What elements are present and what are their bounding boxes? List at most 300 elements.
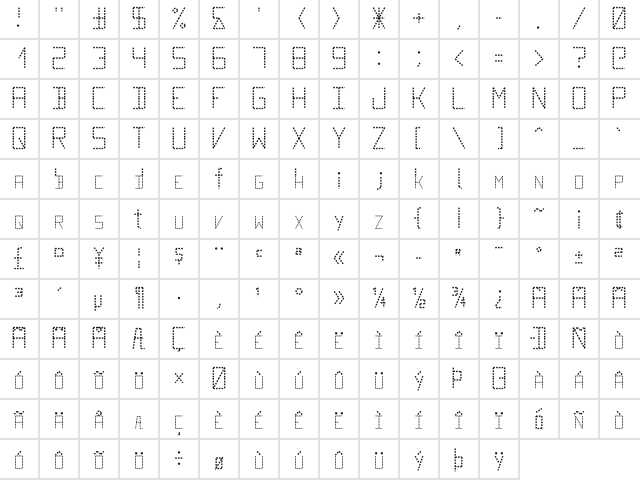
glyph-cell-221[interactable]: [400, 360, 440, 400]
glyph-14seg: [400, 360, 438, 398]
glyph-cell-202[interactable]: [280, 320, 320, 360]
glyph-cell-210[interactable]: [600, 320, 640, 360]
glyph-cell-226[interactable]: [600, 360, 640, 400]
glyph-cell-168[interactable]: [200, 240, 240, 280]
glyph-cell-75[interactable]: [400, 80, 440, 120]
glyph-14seg: [320, 400, 358, 438]
glyph-14seg: [200, 240, 238, 278]
glyph-cell-215[interactable]: [160, 360, 200, 400]
glyph-cell-65[interactable]: [0, 80, 40, 120]
glyph-cell-49[interactable]: [0, 40, 40, 80]
glyph-cell-187[interactable]: [320, 280, 360, 320]
glyph-14seg: [280, 240, 318, 278]
glyph-cell-119[interactable]: [240, 200, 280, 240]
glyph-cell-167[interactable]: [160, 240, 200, 280]
glyph-14seg: [360, 80, 398, 118]
glyph-cell-69[interactable]: [160, 80, 200, 120]
glyph-cell-74[interactable]: [360, 80, 400, 120]
glyph-cell-115[interactable]: [80, 200, 120, 240]
glyph-cell-79[interactable]: [560, 80, 600, 120]
glyph-14seg: [440, 200, 478, 238]
glyph-cell-76[interactable]: [440, 80, 480, 120]
glyph-14seg: [600, 360, 638, 398]
glyph-14seg: [240, 120, 278, 158]
glyph-cell-234[interactable]: [280, 400, 320, 440]
glyph-14seg: [560, 120, 598, 158]
glyph-cell-39[interactable]: [240, 0, 280, 40]
glyph-cell-56[interactable]: [280, 40, 320, 80]
glyph-14seg: [40, 400, 78, 438]
glyph-cell-206[interactable]: [440, 320, 480, 360]
glyph-14seg: [240, 0, 278, 38]
glyph-cell-251[interactable]: [320, 440, 360, 480]
glyph-14seg: [40, 0, 78, 38]
glyph-cell-77[interactable]: [480, 80, 520, 120]
glyph-cell-201[interactable]: [240, 320, 280, 360]
glyph-cell-99[interactable]: [80, 160, 120, 200]
glyph-cell-240[interactable]: [520, 400, 560, 440]
glyph-14seg: [360, 0, 398, 38]
glyph-cell-197[interactable]: [80, 320, 120, 360]
glyph-14seg: [400, 240, 438, 278]
glyph-cell-179[interactable]: [0, 280, 40, 320]
glyph-cell-170[interactable]: [280, 240, 320, 280]
glyph-cell-186[interactable]: [280, 280, 320, 320]
glyph-14seg: [80, 440, 118, 478]
glyph-cell-241[interactable]: [560, 400, 600, 440]
glyph-14seg: [160, 320, 198, 358]
glyph-14seg: [40, 360, 78, 398]
glyph-14seg: [440, 280, 478, 318]
glyph-cell-61[interactable]: [480, 40, 520, 80]
glyph-cell-117[interactable]: [160, 200, 200, 240]
glyph-14seg: [360, 280, 398, 318]
glyph-14seg: [360, 320, 398, 358]
glyph-cell-42[interactable]: [360, 0, 400, 40]
glyph-14seg: [320, 160, 358, 198]
glyph-cell-60[interactable]: [440, 40, 480, 80]
glyph-14seg: [360, 160, 398, 198]
glyph-14seg: [120, 280, 158, 318]
glyph-cell-82[interactable]: [40, 120, 80, 160]
glyph-cell-254[interactable]: [440, 440, 480, 480]
glyph-cell-161[interactable]: [560, 200, 600, 240]
glyph-cell-228[interactable]: [40, 400, 80, 440]
glyph-cell-73[interactable]: [320, 80, 360, 120]
glyph-14seg: [480, 320, 518, 358]
glyph-cell-67[interactable]: [80, 80, 120, 120]
glyph-cell-183[interactable]: [160, 280, 200, 320]
glyph-cell-109[interactable]: [480, 160, 520, 200]
glyph-cell-125[interactable]: [480, 200, 520, 240]
glyph-cell-102[interactable]: [200, 160, 240, 200]
glyph-cell-248[interactable]: [200, 440, 240, 480]
glyph-cell-200[interactable]: [200, 320, 240, 360]
glyph-14seg: [440, 400, 478, 438]
glyph-cell-121[interactable]: [320, 200, 360, 240]
glyph-cell-97[interactable]: [0, 160, 40, 200]
glyph-cell-188[interactable]: [360, 280, 400, 320]
glyph-cell-43[interactable]: [400, 0, 440, 40]
glyph-cell-198[interactable]: [120, 320, 160, 360]
glyph-cell-93[interactable]: [480, 120, 520, 160]
glyph-cell-33[interactable]: [0, 0, 40, 40]
glyph-14seg: [80, 240, 118, 278]
glyph-14seg: [240, 40, 278, 78]
glyph-14seg: [160, 80, 198, 118]
glyph-cell-173[interactable]: [400, 240, 440, 280]
glyph-14seg: [160, 0, 198, 38]
glyph-cell-36[interactable]: [120, 0, 160, 40]
glyph-cell-224[interactable]: [520, 360, 560, 400]
glyph-cell-243[interactable]: [0, 440, 40, 480]
glyph-cell-95[interactable]: [560, 120, 600, 160]
glyph-14seg: [360, 120, 398, 158]
glyph-14seg: [80, 320, 118, 358]
glyph-14seg: [80, 280, 118, 318]
glyph-14seg: [600, 120, 638, 158]
glyph-14seg: [0, 280, 38, 318]
glyph-cell-103[interactable]: [240, 160, 280, 200]
glyph-cell-177[interactable]: [560, 240, 600, 280]
glyph-cell-182[interactable]: [120, 280, 160, 320]
glyph-14seg: [0, 200, 38, 238]
glyph-14seg: [600, 0, 638, 38]
glyph-cell-223[interactable]: [480, 360, 520, 400]
glyph-cell-213[interactable]: [80, 360, 120, 400]
glyph-14seg: [400, 280, 438, 318]
glyph-cell-84[interactable]: [120, 120, 160, 160]
glyph-cell-205[interactable]: [400, 320, 440, 360]
glyph-14seg: [400, 80, 438, 118]
glyph-14seg: [560, 400, 598, 438]
glyph-cell-112[interactable]: [600, 160, 640, 200]
glyph-14seg: [0, 440, 38, 478]
glyph-14seg: [360, 200, 398, 238]
glyph-cell-53[interactable]: [160, 40, 200, 80]
glyph-cell-203[interactable]: [320, 320, 360, 360]
glyph-cell-64[interactable]: [600, 40, 640, 80]
glyph-cell-208[interactable]: [520, 320, 560, 360]
glyph-14seg: [200, 280, 238, 318]
glyph-cell-72[interactable]: [280, 80, 320, 120]
glyph-cell-211[interactable]: [0, 360, 40, 400]
glyph-cell-184[interactable]: [200, 280, 240, 320]
glyph-cell-207[interactable]: [480, 320, 520, 360]
glyph-14seg: [320, 240, 358, 278]
glyph-14seg: [280, 120, 318, 158]
glyph-14seg: [120, 320, 158, 358]
glyph-cell-87[interactable]: [240, 120, 280, 160]
glyph-cell-34[interactable]: [40, 0, 80, 40]
glyph-cell-245[interactable]: [80, 440, 120, 480]
glyph-cell-101[interactable]: [160, 160, 200, 200]
glyph-14seg: [0, 360, 38, 398]
glyph-cell-38[interactable]: [200, 0, 240, 40]
glyph-14seg: [280, 400, 318, 438]
glyph-cell-192[interactable]: [520, 280, 560, 320]
glyph-cell-40[interactable]: [280, 0, 320, 40]
glyph-14seg: [400, 320, 438, 358]
glyph-cell-220[interactable]: [360, 360, 400, 400]
glyph-cell-196[interactable]: [40, 320, 80, 360]
glyph-cell-176[interactable]: [520, 240, 560, 280]
glyph-14seg: [80, 80, 118, 118]
glyph-cell-52[interactable]: [120, 40, 160, 80]
glyph-14seg: [520, 40, 558, 78]
glyph-14seg: [520, 400, 558, 438]
glyph-14seg: [360, 400, 398, 438]
glyph-cell-174[interactable]: [440, 240, 480, 280]
glyph-cell-66[interactable]: [40, 80, 80, 120]
glyph-cell-81[interactable]: [0, 120, 40, 160]
glyph-cell-88[interactable]: [280, 120, 320, 160]
glyph-14seg: [320, 80, 358, 118]
glyph-14seg: [120, 440, 158, 478]
glyph-14seg: [120, 160, 158, 198]
glyph-14seg: [240, 360, 278, 398]
glyph-14seg: [200, 40, 238, 78]
glyph-cell-216[interactable]: [200, 360, 240, 400]
glyph-cell-204[interactable]: [360, 320, 400, 360]
glyph-cell-122[interactable]: [360, 200, 400, 240]
glyph-cell-171[interactable]: [320, 240, 360, 280]
glyph-14seg: [320, 440, 358, 478]
glyph-cell-238[interactable]: [440, 400, 480, 440]
glyph-14seg: [560, 240, 598, 278]
glyph-cell-235[interactable]: [320, 400, 360, 440]
glyph-cell-181[interactable]: [80, 280, 120, 320]
glyph-cell-118[interactable]: [200, 200, 240, 240]
glyph-14seg: [0, 120, 38, 158]
glyph-cell-244[interactable]: [40, 440, 80, 480]
glyph-cell-86[interactable]: [200, 120, 240, 160]
glyph-cell-91[interactable]: [400, 120, 440, 160]
glyph-cell-214[interactable]: [120, 360, 160, 400]
glyph-14seg: [520, 280, 558, 318]
glyph-cell-195[interactable]: [0, 320, 40, 360]
glyph-cell-41[interactable]: [320, 0, 360, 40]
glyph-14seg: [40, 240, 78, 278]
glyph-cell-253[interactable]: [400, 440, 440, 480]
glyph-14seg: [160, 360, 198, 398]
glyph-14seg: [280, 280, 318, 318]
glyph-cell-47[interactable]: [560, 0, 600, 40]
glyph-cell-124[interactable]: [440, 200, 480, 240]
glyph-cell-189[interactable]: [400, 280, 440, 320]
glyph-14seg: [520, 200, 558, 238]
glyph-cell-239[interactable]: [480, 400, 520, 440]
glyph-cell-57[interactable]: [320, 40, 360, 80]
glyph-14seg: [80, 200, 118, 238]
glyph-cell-85[interactable]: [160, 120, 200, 160]
glyph-cell-50[interactable]: [40, 40, 80, 80]
glyph-cell-58[interactable]: [360, 40, 400, 80]
glyph-cell-165[interactable]: [80, 240, 120, 280]
glyph-cell-80[interactable]: [600, 80, 640, 120]
glyph-cell-185[interactable]: [240, 280, 280, 320]
glyph-cell-106[interactable]: [360, 160, 400, 200]
empty-grid-area: [520, 440, 640, 480]
glyph-14seg: [120, 120, 158, 158]
glyph-cell-78[interactable]: [520, 80, 560, 120]
glyph-cell-54[interactable]: [200, 40, 240, 80]
glyph-cell-110[interactable]: [520, 160, 560, 200]
glyph-14seg: [40, 40, 78, 78]
glyph-cell-70[interactable]: [200, 80, 240, 120]
glyph-14seg: [520, 360, 558, 398]
glyph-cell-90[interactable]: [360, 120, 400, 160]
glyph-cell-219[interactable]: [320, 360, 360, 400]
glyph-14seg: [520, 320, 558, 358]
glyph-14seg: [120, 80, 158, 118]
glyph-cell-51[interactable]: [80, 40, 120, 80]
glyph-14seg: [0, 400, 38, 438]
glyph-14seg: [280, 40, 318, 78]
glyph-14seg: [560, 320, 598, 358]
glyph-14seg: [480, 0, 518, 38]
glyph-cell-212[interactable]: [40, 360, 80, 400]
glyph-14seg: [400, 120, 438, 158]
glyph-14seg: [480, 440, 518, 478]
glyph-cell-193[interactable]: [560, 280, 600, 320]
glyph-cell-83[interactable]: [80, 120, 120, 160]
glyph-cell-116[interactable]: [120, 200, 160, 240]
glyph-cell-68[interactable]: [120, 80, 160, 120]
glyph-14seg: [520, 80, 558, 118]
glyph-cell-162[interactable]: [600, 200, 640, 240]
glyph-cell-237[interactable]: [400, 400, 440, 440]
glyph-14seg: [440, 360, 478, 398]
glyph-cell-126[interactable]: [520, 200, 560, 240]
glyph-14seg: [320, 360, 358, 398]
glyph-14seg: [480, 280, 518, 318]
glyph-14seg: [280, 320, 318, 358]
glyph-cell-169[interactable]: [240, 240, 280, 280]
glyph-cell-218[interactable]: [280, 360, 320, 400]
glyph-cell-232[interactable]: [200, 400, 240, 440]
glyph-cell-44[interactable]: [440, 0, 480, 40]
glyph-cell-120[interactable]: [280, 200, 320, 240]
glyph-cell-35[interactable]: [80, 0, 120, 40]
glyph-cell-250[interactable]: [280, 440, 320, 480]
glyph-14seg: [440, 320, 478, 358]
glyph-cell-111[interactable]: [560, 160, 600, 200]
glyph-cell-252[interactable]: [360, 440, 400, 480]
glyph-cell-98[interactable]: [40, 160, 80, 200]
glyph-cell-105[interactable]: [320, 160, 360, 200]
glyph-14seg: [160, 280, 198, 318]
glyph-cell-107[interactable]: [400, 160, 440, 200]
glyph-cell-209[interactable]: [560, 320, 600, 360]
glyph-cell-242[interactable]: [600, 400, 640, 440]
glyph-cell-92[interactable]: [440, 120, 480, 160]
glyph-cell-94[interactable]: [520, 120, 560, 160]
glyph-14seg: [240, 400, 278, 438]
glyph-cell-108[interactable]: [440, 160, 480, 200]
glyph-14seg: [120, 240, 158, 278]
glyph-cell-55[interactable]: [240, 40, 280, 80]
glyph-cell-113[interactable]: [0, 200, 40, 240]
glyph-cell-172[interactable]: [360, 240, 400, 280]
glyph-cell-236[interactable]: [360, 400, 400, 440]
glyph-cell-227[interactable]: [0, 400, 40, 440]
glyph-14seg: [40, 120, 78, 158]
glyph-14seg: [440, 440, 478, 478]
glyph-cell-166[interactable]: [120, 240, 160, 280]
glyph-14seg: [560, 80, 598, 118]
glyph-14seg: [320, 280, 358, 318]
glyph-cell-229[interactable]: [80, 400, 120, 440]
glyph-14seg: [160, 160, 198, 198]
glyph-14seg: [600, 320, 638, 358]
glyph-cell-46[interactable]: [520, 0, 560, 40]
glyph-14seg: [200, 360, 238, 398]
glyph-14seg: [480, 200, 518, 238]
glyph-cell-163[interactable]: [0, 240, 40, 280]
glyph-cell-230[interactable]: [120, 400, 160, 440]
glyph-cell-63[interactable]: [560, 40, 600, 80]
glyph-14seg: [280, 360, 318, 398]
glyph-cell-48[interactable]: [600, 0, 640, 40]
glyph-cell-175[interactable]: [480, 240, 520, 280]
glyph-cell-100[interactable]: [120, 160, 160, 200]
glyph-14seg: [280, 440, 318, 478]
glyph-cell-255[interactable]: [480, 440, 520, 480]
glyph-cell-104[interactable]: [280, 160, 320, 200]
glyph-cell-233[interactable]: [240, 400, 280, 440]
glyph-cell-246[interactable]: [120, 440, 160, 480]
glyph-14seg: [280, 200, 318, 238]
glyph-cell-247[interactable]: [160, 440, 200, 480]
glyph-14seg: [0, 0, 38, 38]
glyph-14seg: [0, 240, 38, 278]
glyph-14seg: [480, 240, 518, 278]
glyph-14seg: [360, 360, 398, 398]
glyph-14seg: [560, 280, 598, 318]
glyph-14seg: [600, 80, 638, 118]
glyph-cell-249[interactable]: [240, 440, 280, 480]
glyph-cell-71[interactable]: [240, 80, 280, 120]
glyph-cell-194[interactable]: [600, 280, 640, 320]
glyph-cell-89[interactable]: [320, 120, 360, 160]
glyph-cell-164[interactable]: [40, 240, 80, 280]
glyph-cell-191[interactable]: [480, 280, 520, 320]
glyph-cell-37[interactable]: [160, 0, 200, 40]
glyph-cell-231[interactable]: [160, 400, 200, 440]
glyph-cell-96[interactable]: [600, 120, 640, 160]
glyph-cell-62[interactable]: [520, 40, 560, 80]
glyph-14seg: [360, 240, 398, 278]
glyph-14seg: [600, 240, 638, 278]
glyph-14seg: [400, 400, 438, 438]
glyph-14seg: [400, 40, 438, 78]
glyph-cell-178[interactable]: [600, 240, 640, 280]
glyph-cell-225[interactable]: [560, 360, 600, 400]
glyph-14seg: [0, 160, 38, 198]
glyph-14seg: [40, 160, 78, 198]
glyph-14seg: [440, 0, 478, 38]
glyph-cell-114[interactable]: [40, 200, 80, 240]
glyph-cell-222[interactable]: [440, 360, 480, 400]
glyph-cell-199[interactable]: [160, 320, 200, 360]
glyph-cell-59[interactable]: [400, 40, 440, 80]
glyph-cell-180[interactable]: [40, 280, 80, 320]
glyph-cell-123[interactable]: [400, 200, 440, 240]
glyph-cell-45[interactable]: [480, 0, 520, 40]
glyph-cell-217[interactable]: [240, 360, 280, 400]
glyph-cell-190[interactable]: [440, 280, 480, 320]
